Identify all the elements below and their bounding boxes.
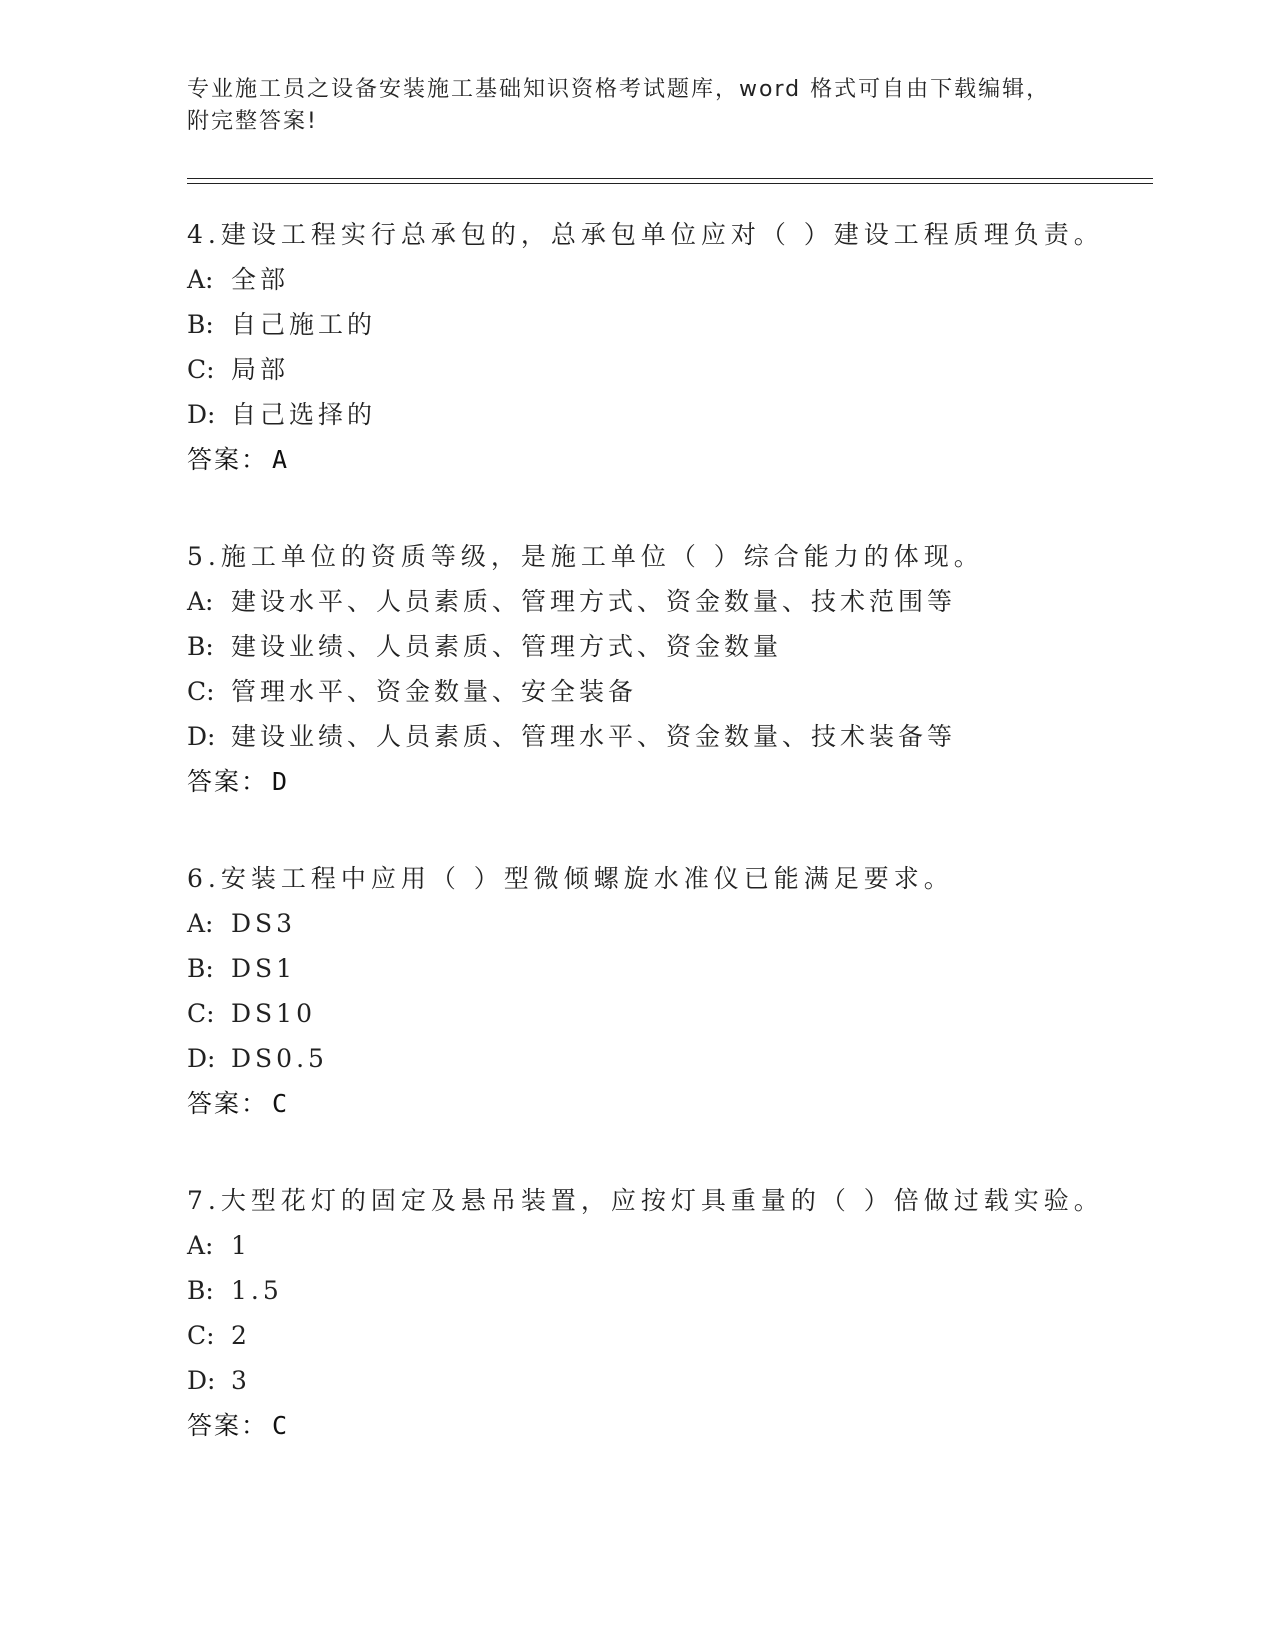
option-d bbox=[187, 392, 1153, 437]
option-key: D: bbox=[187, 1366, 216, 1395]
option-a bbox=[187, 579, 1153, 624]
answer-value: C bbox=[272, 1089, 290, 1118]
option-text: 建设业绩、人员素质、管理水平、资金数量、技术装备等 bbox=[231, 722, 957, 751]
header-rule-bottom bbox=[187, 183, 1153, 184]
answer-value: D bbox=[272, 767, 290, 796]
option-a bbox=[187, 901, 1153, 946]
option-d bbox=[187, 714, 1153, 759]
header-line-1: 专业施工员之设备安装施工基础知识资格考试题库，word 格式可自由下载编辑， bbox=[187, 77, 1051, 102]
option-c bbox=[187, 347, 1153, 392]
option-text: DS3 bbox=[231, 909, 297, 938]
answer-value: A bbox=[272, 445, 290, 474]
option-key: A: bbox=[187, 1231, 214, 1260]
question-stem: 7.大型花灯的固定及悬吊装置，应按灯具重量的（ ）倍做过载实验。 bbox=[187, 1186, 1104, 1215]
option-b bbox=[187, 946, 1153, 991]
question-stem: 6.安装工程中应用（ ）型微倾螺旋水准仪已能满足要求。 bbox=[187, 864, 954, 893]
question-5 bbox=[187, 534, 1153, 804]
option-key: B: bbox=[187, 310, 214, 339]
option-text: DS0.5 bbox=[231, 1044, 328, 1073]
option-key: B: bbox=[187, 1276, 214, 1305]
answer-label: 答案： bbox=[187, 767, 269, 796]
option-c bbox=[187, 669, 1153, 714]
option-key: C: bbox=[187, 355, 215, 384]
option-text: 管理水平、资金数量、安全装备 bbox=[231, 677, 638, 706]
option-a bbox=[187, 1223, 1153, 1268]
option-text: 3 bbox=[231, 1366, 251, 1395]
option-key: A: bbox=[187, 587, 214, 616]
option-text: 2 bbox=[231, 1321, 251, 1350]
question-4 bbox=[187, 212, 1153, 482]
option-a bbox=[187, 257, 1153, 302]
answer-line bbox=[187, 1403, 1153, 1448]
question-7 bbox=[187, 1178, 1153, 1448]
option-key: D: bbox=[187, 400, 216, 429]
option-key: C: bbox=[187, 677, 215, 706]
answer-value: C bbox=[272, 1411, 290, 1440]
option-key: D: bbox=[187, 722, 216, 751]
answer-label: 答案： bbox=[187, 1411, 269, 1440]
option-d bbox=[187, 1358, 1153, 1403]
option-c bbox=[187, 1313, 1153, 1358]
option-key: C: bbox=[187, 999, 215, 1028]
option-text: 全部 bbox=[231, 265, 290, 294]
option-text: 自己施工的 bbox=[231, 310, 377, 339]
option-key: D: bbox=[187, 1044, 216, 1073]
answer-line bbox=[187, 1081, 1153, 1126]
question-stem: 5.施工单位的资质等级，是施工单位（ ）综合能力的体现。 bbox=[187, 542, 984, 571]
answer-label: 答案： bbox=[187, 445, 269, 474]
option-text: DS10 bbox=[231, 999, 316, 1028]
option-key: B: bbox=[187, 954, 214, 983]
option-text: 1 bbox=[231, 1231, 251, 1260]
answer-line bbox=[187, 759, 1153, 804]
header-line-2: 附完整答案! bbox=[187, 109, 318, 134]
option-d bbox=[187, 1036, 1153, 1081]
option-text: 自己选择的 bbox=[231, 400, 377, 429]
option-b bbox=[187, 624, 1153, 669]
question-6 bbox=[187, 856, 1153, 1126]
header-rule-top bbox=[187, 178, 1153, 179]
option-text: DS1 bbox=[231, 954, 297, 983]
option-c bbox=[187, 991, 1153, 1036]
option-key: B: bbox=[187, 632, 214, 661]
option-text: 建设水平、人员素质、管理方式、资金数量、技术范围等 bbox=[231, 587, 957, 616]
option-b bbox=[187, 1268, 1153, 1313]
answer-label: 答案： bbox=[187, 1089, 269, 1118]
document-header bbox=[187, 74, 1067, 138]
option-key: C: bbox=[187, 1321, 215, 1350]
option-b bbox=[187, 302, 1153, 347]
question-list bbox=[187, 212, 1153, 1500]
option-key: A: bbox=[187, 265, 214, 294]
option-text: 局部 bbox=[231, 355, 290, 384]
question-stem: 4.建设工程实行总承包的，总承包单位应对（ ）建设工程质理负责。 bbox=[187, 220, 1104, 249]
option-key: A: bbox=[187, 909, 214, 938]
option-text: 1.5 bbox=[231, 1276, 283, 1305]
answer-line bbox=[187, 437, 1153, 482]
option-text: 建设业绩、人员素质、管理方式、资金数量 bbox=[231, 632, 783, 661]
